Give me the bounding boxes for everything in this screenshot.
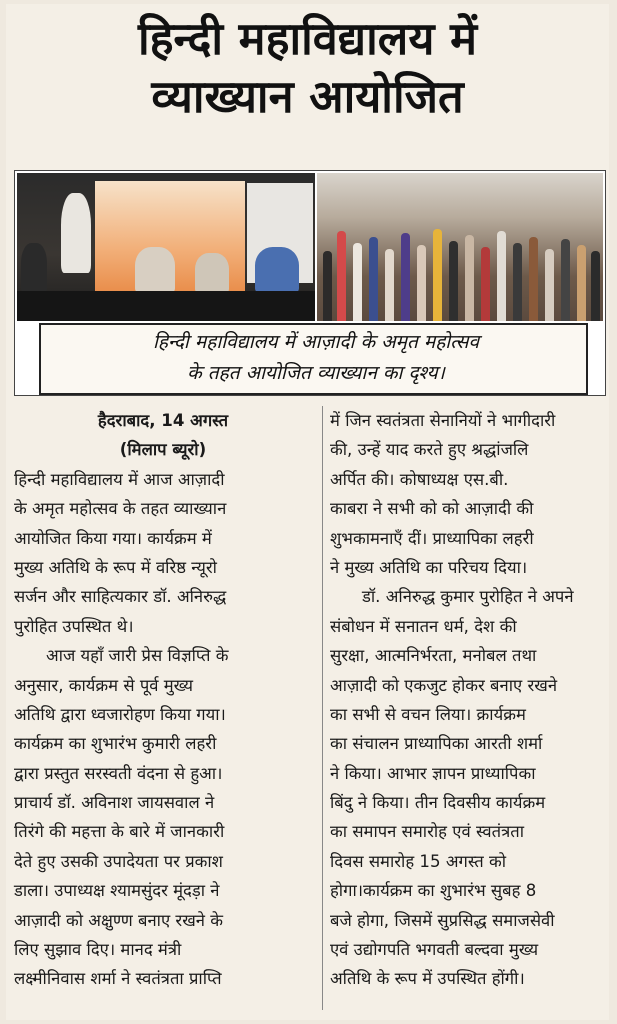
body-line: एवं उद्योगपति भगवती बल्दवा मुख्य [330, 940, 539, 960]
body-line: कार्यक्रम का शुभारंभ कुमारी लहरी [14, 734, 217, 754]
caption-line-2: के तहत आयोजित व्याख्यान का दृश्य। [187, 362, 445, 384]
body-line: का सभी से वचन लिया। क्रार्यक्रम [330, 704, 526, 724]
body-line: आज़ादी को अक्षुण्ण बनाए रखने के [14, 910, 224, 930]
body-line: ने मुख्य अतिथि का परिचय दिया। [330, 557, 528, 577]
photo-stage-scene [17, 173, 315, 321]
body-line: सर्जन और साहित्यकार डॉ. अनिरुद्ध [14, 587, 227, 607]
body-line: आयोजित किया गया। कार्यक्रम में [14, 528, 212, 548]
newspaper-clipping [6, 4, 609, 1020]
body-line: का संचालन प्राध्यापिका आरती शर्मा [330, 734, 543, 754]
photo-audience-scene [317, 173, 603, 321]
body-line: दिवस समारोह 15 अगस्त को [330, 851, 507, 871]
body-line: सुरक्षा, आत्मनिर्भरता, मनोबल तथा [330, 646, 537, 666]
article-right-column [330, 406, 617, 994]
body-line: लिए सुझाव दिए। मानद मंत्री [14, 940, 182, 960]
body-line: आज यहाँ जारी प्रेस विज्ञप्ति के [46, 646, 229, 666]
photo-caption [51, 327, 581, 389]
body-line: लक्ष्मीनिवास शर्मा ने स्वतंत्रता प्राप्ति [14, 969, 222, 989]
body-line: पुरोहित उपस्थित थे। [14, 616, 134, 636]
headline-line-1: हिन्दी महाविद्यालय में [138, 12, 477, 65]
body-line: का समापन समारोह एवं स्वतंत्रता [330, 822, 525, 842]
body-line: की, उन्हें याद करते हुए श्रद्धांजलि [330, 440, 529, 460]
headline [6, 10, 609, 126]
photo-caption-box [39, 323, 588, 395]
body-line: बिंदु ने किया। तीन दिवसीय कार्यक्रम [330, 793, 546, 813]
body-line: तिरंगे की महत्ता के बारे में जानकारी [14, 822, 225, 842]
headline-line-2: व्याख्यान आयोजित [151, 70, 464, 123]
body-line: अतिथि के रूप में उपस्थित होंगी। [330, 969, 525, 989]
article-left-column [14, 406, 312, 994]
body-line: होगा।कार्यक्रम का शुभारंभ सुबह 8 [330, 881, 537, 901]
body-line: बजे होगा, जिसमें सुप्रसिद्ध समाजसेवी [330, 910, 555, 930]
body-line: काबरा ने सभी को को आज़ादी की [330, 499, 534, 519]
body-line: में जिन स्वतंत्रता सेनानियों ने भागीदारी [330, 411, 556, 430]
body-line: शुभकामनाएँ दीं। प्राध्यापिका लहरी [330, 528, 534, 548]
body-line: के अमृत महोत्सव के तहत व्याख्यान [14, 499, 227, 519]
body-line: डॉ. अनिरुद्ध कुमार पुरोहित ने अपने [362, 587, 574, 607]
body-line: संबोधन में सनातन धर्म, देश की [330, 616, 517, 636]
body-line: डाला। उपाध्यक्ष श्यामसुंदर मूंदड़ा ने [14, 881, 220, 901]
body-line: अर्पित की। कोषाध्यक्ष एस.बी. [330, 469, 509, 489]
body-line: अनुसार, कार्यक्रम से पूर्व मुख्य [14, 675, 194, 695]
body-line: देते हुए उसकी उपादेयता पर प्रकाश [14, 851, 223, 871]
news-photo [14, 170, 606, 396]
body-line: मुख्य अतिथि के रूप में वरिष्ठ न्यूरो [14, 557, 217, 577]
bureau-credit: (मिलाप ब्यूरो) [119, 440, 207, 460]
body-line: ने किया। आभार ज्ञापन प्राध्यापिका [330, 763, 536, 783]
caption-line-1: हिन्दी महाविद्यालय में आज़ादी के अमृत महोत्सव [152, 331, 480, 353]
body-line: हिन्दी महाविद्यालय में आज आज़ादी [14, 469, 225, 489]
dateline: हैदराबाद, 14 अगस्त [97, 411, 229, 430]
body-line: द्वारा प्रस्तुत सरस्वती वंदना से हुआ। [14, 763, 223, 783]
column-divider [322, 406, 323, 1010]
body-line: आज़ादी को एकजुट होकर बनाए रखने [330, 675, 558, 695]
body-line: अतिथि द्वारा ध्वजारोहण किया गया। [14, 704, 226, 724]
body-line: प्राचार्य डॉ. अविनाश जायसवाल ने [14, 793, 215, 813]
